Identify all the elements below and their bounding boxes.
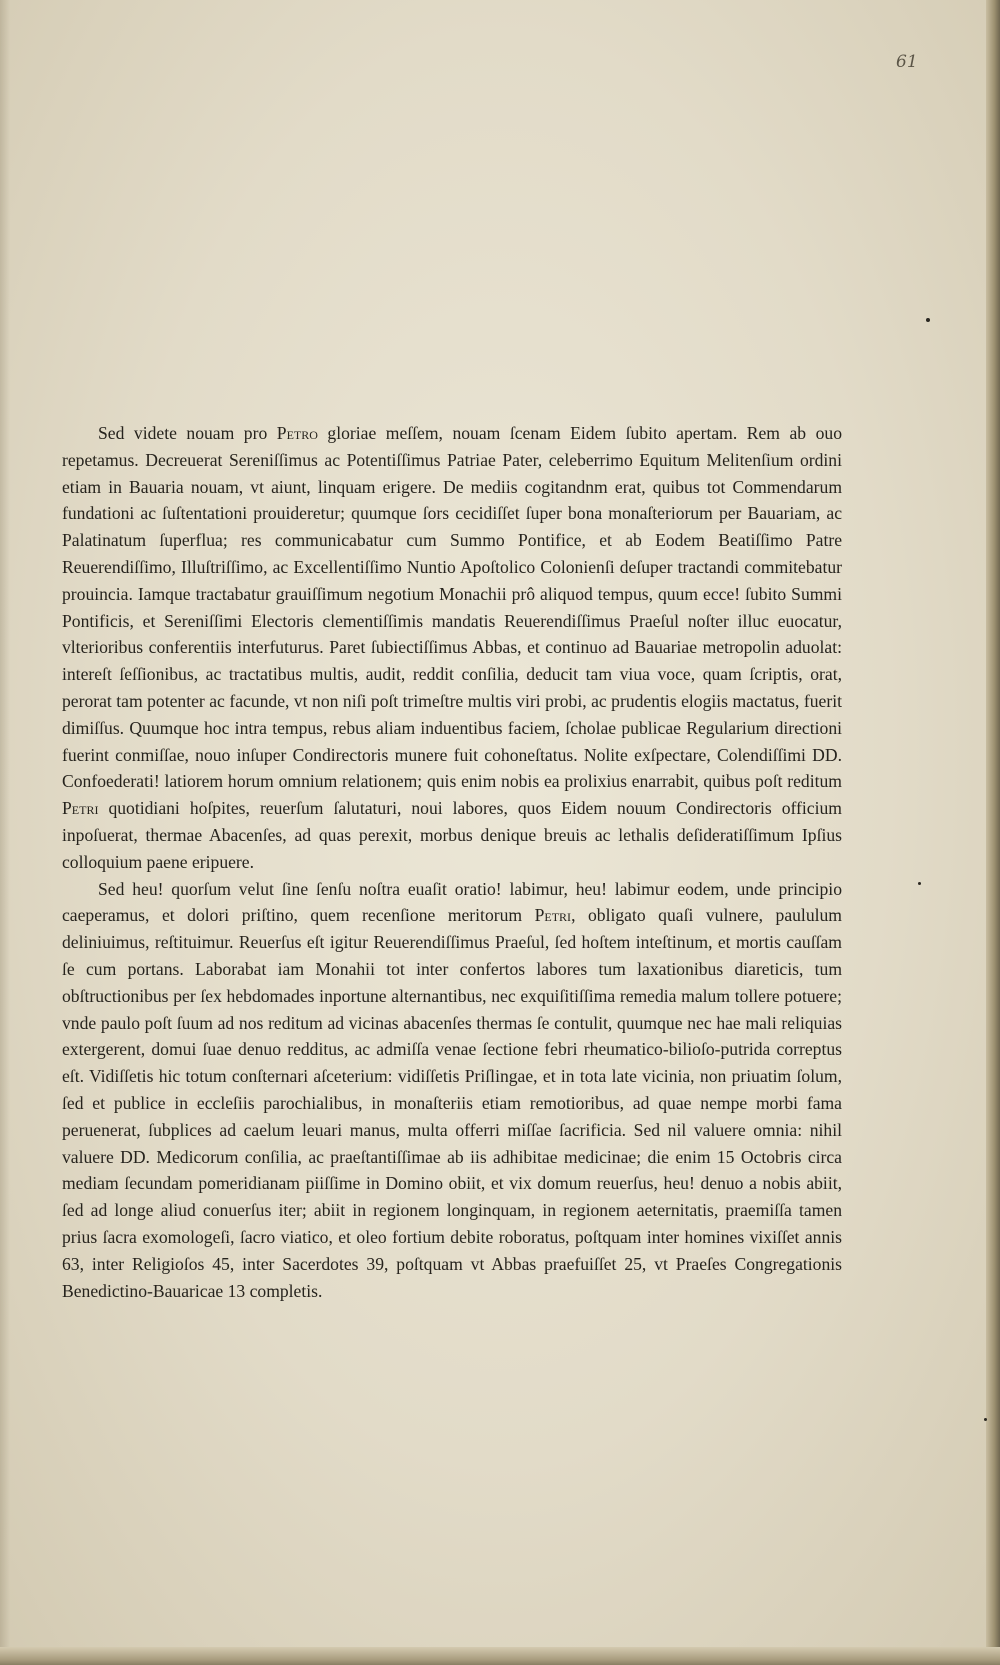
body-text [62,420,842,1304]
ink-speck [926,318,930,322]
page-number: 61 [896,52,918,72]
paragraph: Sed heu! quorſum velut ſine ſenſu noſtra euaſit oratio! labimur, heu! labimur eodem, unde principio caeperamus, et dolori priſtino, quem recenſione meritorum Petri, obligato quaſi vulnere, paululum deliniuimus, reſtituimur. Reuerſus eſt igitur Reuerendiſſimus Praeſul, ſed hoſtem inteſtinum, et mortis cauſſam ſe cum portans. Laborabat iam Monahii tot inter confertos labores tum laxationibus diareticis, tum obſtructionibus per ſex hebdomades inportune alternantibus, nec exquiſitiſſima remedia malum tollere potuere; vnde paulo poſt ſuum ad nos reditum ad vicinas abacenſes thermas ſe contulit, quumque nec hae mali reliquias extergerent, domui ſuae denuo redditus, ac admiſſa venae ſectione febri rheumatico-bilioſo-putrida correptus eſt. Vidiſſetis hic totum conſternari aſceterium: vidiſſetis Priſlingae, et in tota late vicinia, non priuatim ſolum, ſed et publice in eccleſiis parochialibus, in monaſteriis etiam remotioribus, ad quae nempe morbi fama peruenerat, ſubplices ad caelum leuari manus, multa offerri miſſae ſacrificia. Sed nil valuere omnia: nihil valuere DD. Medicorum conſilia, ac praeſtantiſſimae ab iis adhibitae medicinae; die enim 15 Octobris circa mediam ſecundam pomeridianam piiſſime in Domino obiit, et vix domum reuerſus, heu! denuo a nobis abiit, ſed ad longe aliud conuerſus iter; abiit in regionem longinquam, in regionem aeternitatis, praemiſſa tamen prius ſacra exomologeſi, ſacro viatico, et oleo fortium debite roboratus, poſtquam inter homines vixiſſet annis 63, inter Religioſos 45, inter Sacerdotes 39, poſtquam vt Abbas praefuiſſet 25, vt Praeſes Congregationis Benedictino-Bauaricae 13 completis. [62,878,842,1301]
name-petri: Petri [62,798,99,819]
page-edge-right [986,0,1000,1665]
ink-speck [984,1418,987,1421]
name-petri: Petri [534,905,572,926]
page-edge-bottom [0,1647,1000,1665]
paragraph: Sed videte nouam pro Petro gloriae meſſem, nouam ſcenam Eidem ſubito apertam. Rem ab ouo repetamus. Decreuerat Sereniſſimus ac Potentiſſimus Patriae Pater, celeberrimo Equitum Melitenſium ordini etiam in Bauaria nouam, vt aiunt, linquam erigere. De mediis cogitandnm erat, quibus tot Commendarum fundationi ac ſuſtentationi prouideretur; quumque ſors cecidiſſet ſuper bona monaſteriorum per Bauariam, ac Palatinatum ſuperflua; res communicabatur cum Summo Pontifice, et ab Eodem Beatiſſimo Patre Reuerendiſſimo, Illuſtriſſimo, ac Excellentiſſimo Nuntio Apoſtolico Colonienſi deſuper tractandi commitebatur prouincia. Iamque tractabatur grauiſſimum negotium Monachii prô aliquod tempus, quum ecce! ſubito Summi Pontificis, et Sereniſſimi Electoris clementiſſimis mandatis Reuerendiſſimus Praeſul noſter illuc euocatur, vlterioribus conferentiis interfuturus. Paret ſubiectiſſimus Abbas, et continuo ad Bauariae metropolin aduolat: intereſt ſeſſionibus, ac tractatibus multis, audit, reddit conſilia, deducit tam viua voce, quam ſcriptis, orat, perorat tam potenter ac facunde, vt non niſi poſt trimeſtre multis viri probi, ac prudentis elogiis mactatus, fuerit dimiſſus. Quumque hoc intra tempus, rebus aliam induentibus faciem, ſcholae publicae Regularium directioni fuerint conmiſſae, nouo inſuper Condirectoris munere fuit cohoneſtatus. Nolite exſpectare, Colendiſſimi DD. Confoederati! latiorem horum omnium relationem; quis enim nobis ea prolixius enarrabit, quibus poſt reditum Petri quotidiani hoſpites, reuerſum ſalutaturi, noui labores, quos Eidem nouum Condirectoris officium inpoſuerat, thermae Abacenſes, ad quas perexit, morbus denique breuis ac lethalis deſideratiſſimum Ipſius colloquium paene eripuere. [62,423,843,872]
name-petro: Petro [276,423,318,443]
ink-speck [918,882,921,885]
page-shadow-left [0,0,10,1665]
